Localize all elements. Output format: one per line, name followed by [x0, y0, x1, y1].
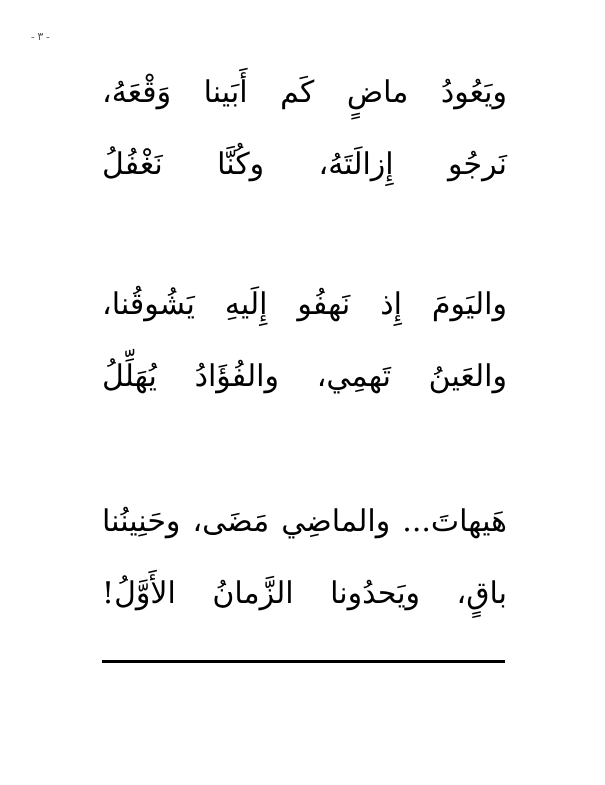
- verse-word: نَرجُو: [448, 147, 507, 182]
- verse-line-5: [102, 504, 507, 547]
- verse-word: نَغْفُلُ: [102, 147, 163, 182]
- stanza-3: [102, 504, 507, 619]
- verse-word: نَهفُو: [297, 287, 351, 322]
- verse-word: والماضِي: [281, 504, 391, 539]
- stanza-1: [102, 75, 507, 190]
- verse-word: الزَّمانُ: [212, 576, 294, 611]
- verse-word: ويَحدُونا: [330, 576, 421, 611]
- verse-word: الأَوَّلُ!: [102, 576, 176, 611]
- verse-word: وحَنِينُنا: [102, 504, 181, 539]
- verse-word: والعَينُ: [428, 359, 507, 394]
- verse-word: كَم: [280, 75, 315, 110]
- verse-word: هَيهاتَ...: [402, 504, 507, 539]
- verse-word: إِذ: [380, 287, 402, 322]
- stanza-2: [102, 287, 507, 402]
- verse-word: والفُؤَادُ: [194, 359, 279, 394]
- verse-word: يَشُوقُنا،: [102, 287, 195, 322]
- verse-word: وَقْعَهُ،: [102, 75, 172, 110]
- verse-word: باقٍ،: [456, 576, 507, 611]
- verse-word: أَبَينا: [203, 75, 248, 110]
- verse-line-4: [102, 359, 507, 402]
- page-number: - ٣ -: [31, 31, 50, 43]
- verse-line-6: [102, 576, 507, 619]
- verse-line-1: [102, 75, 507, 118]
- verse-word: إِزالَتَهُ،: [318, 147, 394, 182]
- verse-word: مَضَى،: [192, 504, 270, 539]
- verse-word: إِلَيهِ: [224, 287, 268, 322]
- verse-word: واليَومَ: [431, 287, 507, 322]
- end-divider: [102, 660, 505, 663]
- verse-word: ويَعُودُ: [440, 75, 507, 110]
- verse-word: وكُنَّا: [217, 147, 265, 182]
- verse-word: ماضٍ: [346, 75, 409, 110]
- verse-line-3: [102, 287, 507, 330]
- verse-word: تَهمِي،: [316, 359, 391, 394]
- verse-line-2: [102, 147, 507, 190]
- verse-word: يُهَلِّلُ: [102, 359, 157, 394]
